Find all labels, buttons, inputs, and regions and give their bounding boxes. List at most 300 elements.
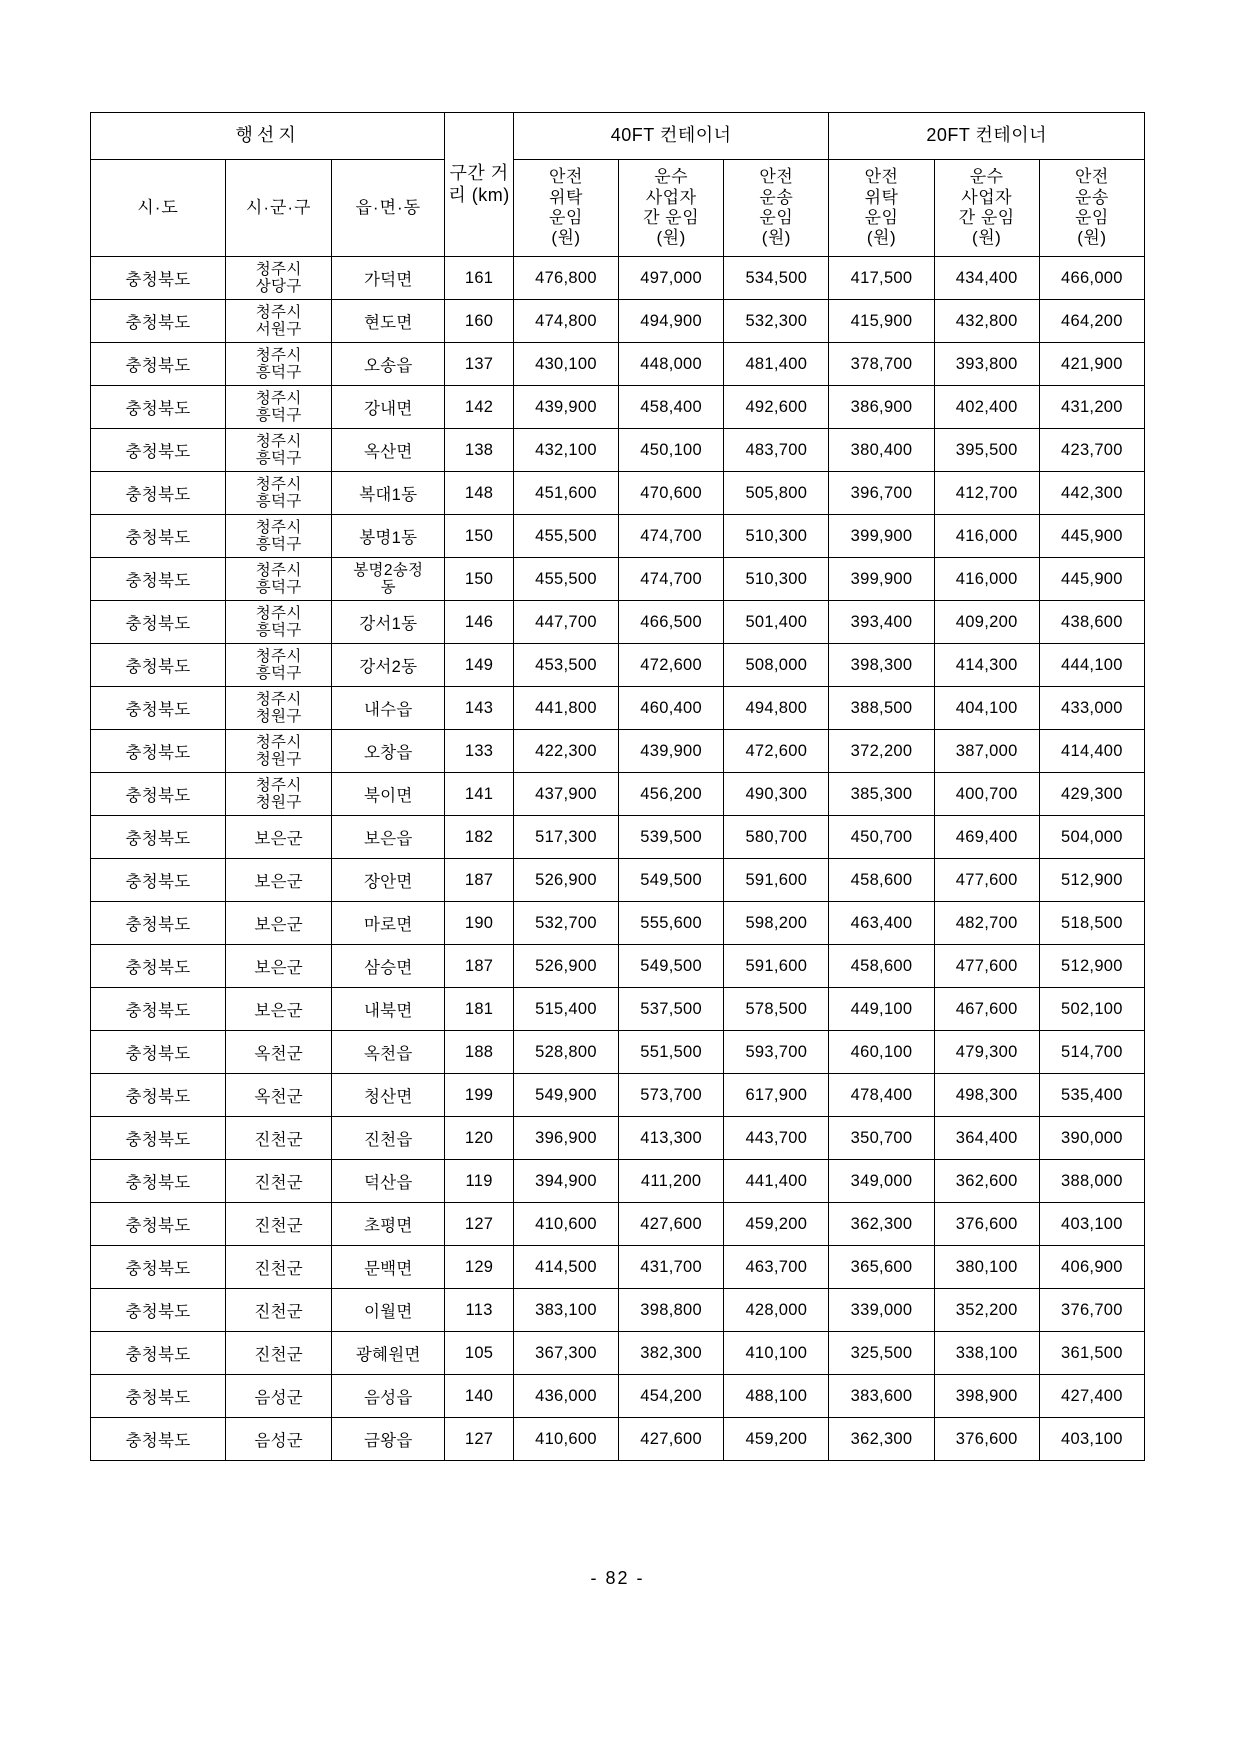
cell-sigungu-line: 진천군	[254, 1303, 304, 1321]
cell-sigungu-line: 청주시	[255, 260, 302, 278]
cell-40ft-safe-transport-fee: 505,800	[724, 472, 829, 515]
cell-eupmyeondong: 내북면	[332, 988, 445, 1031]
cell-sigungu-line: 보은군	[254, 1002, 304, 1020]
cell-20ft-safe-consign-fee: 450,700	[829, 816, 934, 859]
table-row	[91, 429, 1145, 472]
cell-20ft-carrier-fee: 469,400	[934, 816, 1039, 859]
header-20ft-safe-transport-fee-l2: 운송	[1074, 187, 1109, 207]
cell-eupmyeondong: 오송읍	[332, 343, 445, 386]
table-row	[91, 515, 1145, 558]
cell-sigungu-line: 진천군	[254, 1217, 304, 1235]
header-40ft-safe-transport-fee-l4: (원)	[761, 228, 791, 248]
cell-sido: 충청북도	[91, 859, 226, 902]
cell-20ft-carrier-fee: 362,600	[934, 1160, 1039, 1203]
cell-20ft-safe-transport-fee: 466,000	[1039, 257, 1144, 300]
table-row	[91, 1246, 1145, 1289]
cell-distance-km: 182	[445, 816, 514, 859]
cell-sigungu	[226, 1074, 332, 1117]
cell-sigungu	[226, 1289, 332, 1332]
cell-sigungu	[226, 300, 332, 343]
cell-40ft-safe-consign-fee: 436,000	[513, 1375, 618, 1418]
cell-distance-km: 119	[445, 1160, 514, 1203]
cell-40ft-safe-transport-fee: 492,600	[724, 386, 829, 429]
cell-sigungu	[226, 902, 332, 945]
cell-40ft-safe-transport-fee: 428,000	[724, 1289, 829, 1332]
table-row	[91, 687, 1145, 730]
cell-40ft-safe-transport-fee: 591,600	[724, 945, 829, 988]
cell-20ft-carrier-fee: 387,000	[934, 730, 1039, 773]
cell-20ft-safe-transport-fee: 464,200	[1039, 300, 1144, 343]
cell-20ft-safe-consign-fee: 463,400	[829, 902, 934, 945]
cell-eupmyeondong: 옥산면	[332, 429, 445, 472]
cell-eupmyeondong: 청산면	[332, 1074, 445, 1117]
cell-40ft-safe-consign-fee: 383,100	[513, 1289, 618, 1332]
cell-40ft-carrier-fee: 458,400	[619, 386, 724, 429]
cell-40ft-carrier-fee: 439,900	[619, 730, 724, 773]
table-row	[91, 1289, 1145, 1332]
cell-40ft-safe-consign-fee: 410,600	[513, 1203, 618, 1246]
cell-eupmyeondong: 장안면	[332, 859, 445, 902]
cell-20ft-safe-consign-fee: 399,900	[829, 515, 934, 558]
header-20ft-carrier-fee-l2: 사업자	[961, 187, 1013, 207]
cell-sido: 충청북도	[91, 988, 226, 1031]
cell-sigungu-line: 청주시	[255, 647, 302, 665]
cell-40ft-carrier-fee: 413,300	[619, 1117, 724, 1160]
cell-40ft-safe-transport-fee: 580,700	[724, 816, 829, 859]
cell-distance-km: 148	[445, 472, 514, 515]
header-40ft-safe-transport-fee-l3: 운임	[759, 208, 794, 227]
header-20ft-safe-consign-fee-l3: 운임	[864, 208, 899, 227]
cell-40ft-safe-transport-fee: 591,600	[724, 859, 829, 902]
cell-20ft-safe-consign-fee: 393,400	[829, 601, 934, 644]
cell-eupmyeondong: 강서1동	[332, 601, 445, 644]
cell-20ft-carrier-fee: 467,600	[934, 988, 1039, 1031]
cell-40ft-safe-consign-fee: 437,900	[513, 773, 618, 816]
cell-20ft-safe-transport-fee: 504,000	[1039, 816, 1144, 859]
cell-20ft-carrier-fee: 416,000	[934, 558, 1039, 601]
cell-sigungu	[226, 386, 332, 429]
cell-distance-km: 140	[445, 1375, 514, 1418]
header-40ft-carrier-fee-l2: 사업자	[645, 187, 697, 207]
cell-sigungu-line: 청주시	[255, 346, 302, 364]
cell-sigungu-line: 서원구	[255, 321, 302, 338]
cell-40ft-safe-consign-fee: 474,800	[513, 300, 618, 343]
cell-distance-km: 127	[445, 1418, 514, 1461]
cell-20ft-carrier-fee: 380,100	[934, 1246, 1039, 1289]
cell-eupmyeondong: 강내면	[332, 386, 445, 429]
cell-40ft-safe-consign-fee: 422,300	[513, 730, 618, 773]
cell-sigungu-line: 청원구	[255, 794, 302, 811]
cell-20ft-safe-consign-fee: 325,500	[829, 1332, 934, 1375]
cell-sido: 충청북도	[91, 1117, 226, 1160]
cell-eupmyeondong: 현도면	[332, 300, 445, 343]
cell-40ft-carrier-fee: 494,900	[619, 300, 724, 343]
cell-sigungu	[226, 257, 332, 300]
cell-sido: 충청북도	[91, 1203, 226, 1246]
header-sigungu: 시·군·구	[226, 160, 332, 257]
cell-eupmyeondong-line: 동	[380, 579, 396, 596]
cell-eupmyeondong: 봉명1동	[332, 515, 445, 558]
cell-40ft-carrier-fee: 549,500	[619, 945, 724, 988]
cell-40ft-carrier-fee: 573,700	[619, 1074, 724, 1117]
cell-sido: 충청북도	[91, 386, 226, 429]
cell-sigungu-line: 보은군	[254, 830, 304, 848]
cell-40ft-safe-transport-fee: 459,200	[724, 1418, 829, 1461]
cell-eupmyeondong: 오창읍	[332, 730, 445, 773]
header-container-20ft: 20FT 컨테이너	[829, 113, 1145, 160]
cell-sido: 충청북도	[91, 816, 226, 859]
cell-sido: 충청북도	[91, 472, 226, 515]
cell-40ft-safe-transport-fee: 459,200	[724, 1203, 829, 1246]
cell-20ft-safe-consign-fee: 365,600	[829, 1246, 934, 1289]
header-20ft-safe-transport-fee-l3: 운임	[1074, 208, 1109, 227]
cell-20ft-safe-consign-fee: 458,600	[829, 945, 934, 988]
cell-20ft-safe-consign-fee: 458,600	[829, 859, 934, 902]
cell-20ft-safe-consign-fee: 339,000	[829, 1289, 934, 1332]
cell-20ft-safe-transport-fee: 512,900	[1039, 859, 1144, 902]
header-40ft-safe-transport-fee-l1: 안전	[759, 167, 794, 187]
cell-40ft-carrier-fee: 474,700	[619, 515, 724, 558]
cell-20ft-safe-consign-fee: 460,100	[829, 1031, 934, 1074]
header-20ft-safe-transport-fee	[1039, 160, 1144, 257]
cell-sigungu-line: 흥덕구	[255, 536, 302, 553]
header-sido: 시·도	[91, 160, 226, 257]
cell-eupmyeondong-line: 봉명2송정	[353, 561, 424, 579]
cell-sido: 충청북도	[91, 515, 226, 558]
cell-20ft-safe-transport-fee: 445,900	[1039, 515, 1144, 558]
cell-sigungu-line: 흥덕구	[255, 622, 302, 639]
cell-20ft-carrier-fee: 482,700	[934, 902, 1039, 945]
cell-20ft-safe-transport-fee: 403,100	[1039, 1418, 1144, 1461]
cell-sigungu	[226, 1332, 332, 1375]
header-40ft-safe-transport-fee-l2: 운송	[759, 187, 794, 207]
cell-40ft-carrier-fee: 456,200	[619, 773, 724, 816]
cell-20ft-safe-transport-fee: 431,200	[1039, 386, 1144, 429]
cell-20ft-carrier-fee: 412,700	[934, 472, 1039, 515]
cell-40ft-safe-transport-fee: 532,300	[724, 300, 829, 343]
cell-distance-km: 143	[445, 687, 514, 730]
cell-20ft-safe-transport-fee: 438,600	[1039, 601, 1144, 644]
cell-40ft-carrier-fee: 450,100	[619, 429, 724, 472]
cell-20ft-carrier-fee: 402,400	[934, 386, 1039, 429]
cell-20ft-safe-transport-fee: 376,700	[1039, 1289, 1144, 1332]
table-row	[91, 1031, 1145, 1074]
cell-40ft-safe-consign-fee: 441,800	[513, 687, 618, 730]
cell-20ft-safe-consign-fee: 350,700	[829, 1117, 934, 1160]
cell-sido: 충청북도	[91, 429, 226, 472]
table-row	[91, 773, 1145, 816]
header-distance-line1: 구간	[449, 163, 486, 184]
cell-20ft-safe-transport-fee: 361,500	[1039, 1332, 1144, 1375]
header-40ft-carrier-fee-l3: 간 운임	[643, 208, 700, 227]
cell-40ft-carrier-fee: 460,400	[619, 687, 724, 730]
table-row	[91, 1117, 1145, 1160]
header-40ft-safe-consign-fee-l2: 위탁	[549, 187, 583, 207]
cell-eupmyeondong: 삼승면	[332, 945, 445, 988]
cell-40ft-safe-transport-fee: 483,700	[724, 429, 829, 472]
cell-40ft-carrier-fee: 466,500	[619, 601, 724, 644]
cell-sigungu	[226, 558, 332, 601]
cell-sido: 충청북도	[91, 644, 226, 687]
cell-sigungu	[226, 1246, 332, 1289]
header-20ft-carrier-fee-l3: 간 운임	[958, 208, 1015, 227]
cell-20ft-safe-transport-fee: 445,900	[1039, 558, 1144, 601]
cell-20ft-carrier-fee: 352,200	[934, 1289, 1039, 1332]
cell-sido: 충청북도	[91, 558, 226, 601]
cell-sigungu	[226, 644, 332, 687]
cell-sigungu-line: 청주시	[255, 432, 302, 450]
cell-20ft-carrier-fee: 404,100	[934, 687, 1039, 730]
cell-40ft-carrier-fee: 427,600	[619, 1418, 724, 1461]
cell-20ft-safe-consign-fee: 385,300	[829, 773, 934, 816]
cell-eupmyeondong: 옥천읍	[332, 1031, 445, 1074]
cell-40ft-carrier-fee: 551,500	[619, 1031, 724, 1074]
cell-sigungu-line: 흥덕구	[255, 450, 302, 467]
cell-20ft-safe-transport-fee: 403,100	[1039, 1203, 1144, 1246]
cell-sido: 충청북도	[91, 1160, 226, 1203]
cell-20ft-safe-transport-fee: 421,900	[1039, 343, 1144, 386]
cell-eupmyeondong: 광혜원면	[332, 1332, 445, 1375]
cell-eupmyeondong: 진천읍	[332, 1117, 445, 1160]
header-20ft-safe-consign-fee	[829, 160, 934, 257]
cell-40ft-safe-transport-fee: 488,100	[724, 1375, 829, 1418]
cell-distance-km: 138	[445, 429, 514, 472]
cell-eupmyeondong: 강서2동	[332, 644, 445, 687]
cell-sigungu-line: 청주시	[255, 733, 302, 751]
cell-20ft-carrier-fee: 498,300	[934, 1074, 1039, 1117]
header-20ft-carrier-fee-l1: 운수	[969, 167, 1004, 187]
header-40ft-carrier-fee-l4: (원)	[656, 228, 686, 248]
cell-20ft-carrier-fee: 393,800	[934, 343, 1039, 386]
header-distance-line3: (km)	[471, 184, 510, 205]
cell-sigungu	[226, 515, 332, 558]
cell-sigungu	[226, 773, 332, 816]
cell-distance-km: 150	[445, 515, 514, 558]
cell-sigungu-line: 청주시	[255, 776, 302, 794]
table-body	[91, 257, 1145, 1461]
cell-40ft-safe-transport-fee: 443,700	[724, 1117, 829, 1160]
cell-20ft-safe-transport-fee: 423,700	[1039, 429, 1144, 472]
cell-20ft-carrier-fee: 376,600	[934, 1418, 1039, 1461]
table-row	[91, 1074, 1145, 1117]
cell-20ft-safe-transport-fee: 390,000	[1039, 1117, 1144, 1160]
cell-20ft-safe-consign-fee: 349,000	[829, 1160, 934, 1203]
header-20ft-safe-transport-fee-l1: 안전	[1074, 167, 1109, 187]
cell-20ft-safe-transport-fee: 433,000	[1039, 687, 1144, 730]
cell-sigungu-line: 보은군	[254, 873, 304, 891]
cell-distance-km: 161	[445, 257, 514, 300]
cell-distance-km: 142	[445, 386, 514, 429]
table-row	[91, 386, 1145, 429]
cell-20ft-safe-consign-fee: 415,900	[829, 300, 934, 343]
cell-sigungu-line: 청주시	[255, 518, 302, 536]
cell-20ft-carrier-fee: 434,400	[934, 257, 1039, 300]
cell-sigungu	[226, 343, 332, 386]
cell-40ft-safe-consign-fee: 532,700	[513, 902, 618, 945]
header-20ft-carrier-fee-l4: (원)	[972, 228, 1002, 248]
cell-20ft-safe-transport-fee: 502,100	[1039, 988, 1144, 1031]
header-20ft-safe-transport-fee-l4: (원)	[1077, 228, 1107, 248]
cell-eupmyeondong: 음성읍	[332, 1375, 445, 1418]
cell-distance-km: 113	[445, 1289, 514, 1332]
header-40ft-safe-consign-fee-l3: 운임	[549, 208, 583, 227]
cell-eupmyeondong: 북이면	[332, 773, 445, 816]
cell-40ft-safe-consign-fee: 451,600	[513, 472, 618, 515]
cell-sigungu-line: 청주시	[255, 303, 302, 321]
cell-40ft-safe-transport-fee: 441,400	[724, 1160, 829, 1203]
cell-sigungu	[226, 945, 332, 988]
cell-sido: 충청북도	[91, 343, 226, 386]
cell-eupmyeondong: 이월면	[332, 1289, 445, 1332]
cell-20ft-safe-consign-fee: 478,400	[829, 1074, 934, 1117]
cell-sigungu	[226, 859, 332, 902]
header-eupmyeondong: 읍·면·동	[332, 160, 445, 257]
cell-distance-km: 146	[445, 601, 514, 644]
cell-sigungu	[226, 1031, 332, 1074]
cell-40ft-safe-transport-fee: 501,400	[724, 601, 829, 644]
cell-distance-km: 199	[445, 1074, 514, 1117]
table-row	[91, 644, 1145, 687]
table-row	[91, 1332, 1145, 1375]
cell-sido: 충청북도	[91, 730, 226, 773]
cell-40ft-safe-consign-fee: 515,400	[513, 988, 618, 1031]
header-40ft-safe-consign-fee-l4: (원)	[551, 228, 581, 248]
header-20ft-safe-consign-fee-l2: 위탁	[864, 187, 899, 207]
cell-eupmyeondong: 보은읍	[332, 816, 445, 859]
cell-20ft-safe-consign-fee: 362,300	[829, 1203, 934, 1246]
cell-20ft-safe-transport-fee: 514,700	[1039, 1031, 1144, 1074]
cell-distance-km: 188	[445, 1031, 514, 1074]
cell-sigungu-line: 보은군	[254, 959, 304, 977]
cell-20ft-safe-consign-fee: 417,500	[829, 257, 934, 300]
cell-sigungu	[226, 1117, 332, 1160]
table-row	[91, 988, 1145, 1031]
cell-sigungu	[226, 988, 332, 1031]
cell-sigungu-line: 청주시	[255, 690, 302, 708]
cell-20ft-carrier-fee: 414,300	[934, 644, 1039, 687]
table-row	[91, 257, 1145, 300]
cell-sigungu-line: 음성군	[254, 1389, 304, 1407]
header-20ft-safe-consign-fee-l1: 안전	[864, 167, 899, 187]
table-row	[91, 1160, 1145, 1203]
table-row	[91, 730, 1145, 773]
cell-40ft-safe-transport-fee: 463,700	[724, 1246, 829, 1289]
cell-20ft-safe-transport-fee: 427,400	[1039, 1375, 1144, 1418]
cell-sigungu	[226, 1203, 332, 1246]
cell-distance-km: 129	[445, 1246, 514, 1289]
cell-40ft-safe-consign-fee: 517,300	[513, 816, 618, 859]
cell-eupmyeondong: 덕산읍	[332, 1160, 445, 1203]
cell-20ft-safe-consign-fee: 380,400	[829, 429, 934, 472]
cell-40ft-safe-consign-fee: 455,500	[513, 515, 618, 558]
cell-40ft-safe-consign-fee: 432,100	[513, 429, 618, 472]
cell-20ft-carrier-fee: 432,800	[934, 300, 1039, 343]
cell-20ft-carrier-fee: 416,000	[934, 515, 1039, 558]
cell-40ft-carrier-fee: 431,700	[619, 1246, 724, 1289]
cell-distance-km: 187	[445, 859, 514, 902]
cell-40ft-safe-transport-fee: 598,200	[724, 902, 829, 945]
cell-20ft-safe-transport-fee: 388,000	[1039, 1160, 1144, 1203]
cell-20ft-carrier-fee: 376,600	[934, 1203, 1039, 1246]
cell-40ft-safe-consign-fee: 528,800	[513, 1031, 618, 1074]
cell-20ft-carrier-fee: 477,600	[934, 859, 1039, 902]
cell-distance-km: 127	[445, 1203, 514, 1246]
cell-20ft-carrier-fee: 400,700	[934, 773, 1039, 816]
cell-distance-km: 137	[445, 343, 514, 386]
cell-20ft-safe-transport-fee: 518,500	[1039, 902, 1144, 945]
cell-sigungu	[226, 1375, 332, 1418]
cell-sido: 충청북도	[91, 945, 226, 988]
table-row	[91, 300, 1145, 343]
cell-40ft-safe-transport-fee: 472,600	[724, 730, 829, 773]
cell-sigungu-line: 진천군	[254, 1346, 304, 1364]
cell-distance-km: 120	[445, 1117, 514, 1160]
cell-40ft-carrier-fee: 549,500	[619, 859, 724, 902]
cell-20ft-carrier-fee: 409,200	[934, 601, 1039, 644]
cell-sigungu-line: 청주시	[255, 604, 302, 622]
header-40ft-carrier-fee	[619, 160, 724, 257]
cell-40ft-safe-consign-fee: 394,900	[513, 1160, 618, 1203]
header-20ft-safe-consign-fee-l4: (원)	[866, 228, 897, 248]
cell-40ft-safe-transport-fee: 481,400	[724, 343, 829, 386]
cell-sido: 충청북도	[91, 902, 226, 945]
cell-20ft-safe-transport-fee: 429,300	[1039, 773, 1144, 816]
cell-sigungu-line: 옥천군	[254, 1088, 304, 1106]
cell-40ft-safe-transport-fee: 510,300	[724, 515, 829, 558]
cell-sigungu-line: 흥덕구	[255, 579, 302, 596]
cell-sido: 충청북도	[91, 300, 226, 343]
cell-sido: 충청북도	[91, 1031, 226, 1074]
cell-40ft-carrier-fee: 411,200	[619, 1160, 724, 1203]
cell-20ft-carrier-fee: 479,300	[934, 1031, 1039, 1074]
cell-40ft-safe-consign-fee: 439,900	[513, 386, 618, 429]
cell-20ft-safe-consign-fee: 399,900	[829, 558, 934, 601]
cell-20ft-safe-transport-fee: 442,300	[1039, 472, 1144, 515]
cell-40ft-safe-consign-fee: 476,800	[513, 257, 618, 300]
cell-sido: 충청북도	[91, 257, 226, 300]
cell-40ft-carrier-fee: 472,600	[619, 644, 724, 687]
table-row	[91, 1375, 1145, 1418]
cell-sido: 충청북도	[91, 601, 226, 644]
cell-40ft-safe-transport-fee: 593,700	[724, 1031, 829, 1074]
cell-20ft-safe-consign-fee: 378,700	[829, 343, 934, 386]
header-20ft-carrier-fee	[934, 160, 1039, 257]
cell-sigungu-line: 진천군	[254, 1174, 304, 1192]
header-destination: 행선지	[91, 113, 445, 160]
cell-20ft-safe-consign-fee: 383,600	[829, 1375, 934, 1418]
cell-40ft-carrier-fee: 497,000	[619, 257, 724, 300]
cell-40ft-carrier-fee: 539,500	[619, 816, 724, 859]
cell-40ft-safe-transport-fee: 508,000	[724, 644, 829, 687]
cell-40ft-carrier-fee: 454,200	[619, 1375, 724, 1418]
table-row	[91, 859, 1145, 902]
cell-sigungu-line: 진천군	[254, 1260, 304, 1278]
cell-40ft-safe-transport-fee: 578,500	[724, 988, 829, 1031]
cell-40ft-safe-transport-fee: 490,300	[724, 773, 829, 816]
cell-20ft-safe-consign-fee: 388,500	[829, 687, 934, 730]
cell-sigungu-line: 흥덕구	[255, 364, 302, 381]
cell-40ft-safe-consign-fee: 447,700	[513, 601, 618, 644]
cell-20ft-carrier-fee: 398,900	[934, 1375, 1039, 1418]
cell-20ft-carrier-fee: 338,100	[934, 1332, 1039, 1375]
cell-20ft-carrier-fee: 395,500	[934, 429, 1039, 472]
cell-sigungu	[226, 816, 332, 859]
cell-sigungu	[226, 687, 332, 730]
cell-sigungu-line: 음성군	[254, 1432, 304, 1450]
table-row	[91, 1418, 1145, 1461]
cell-40ft-carrier-fee: 382,300	[619, 1332, 724, 1375]
cell-sido: 충청북도	[91, 1289, 226, 1332]
